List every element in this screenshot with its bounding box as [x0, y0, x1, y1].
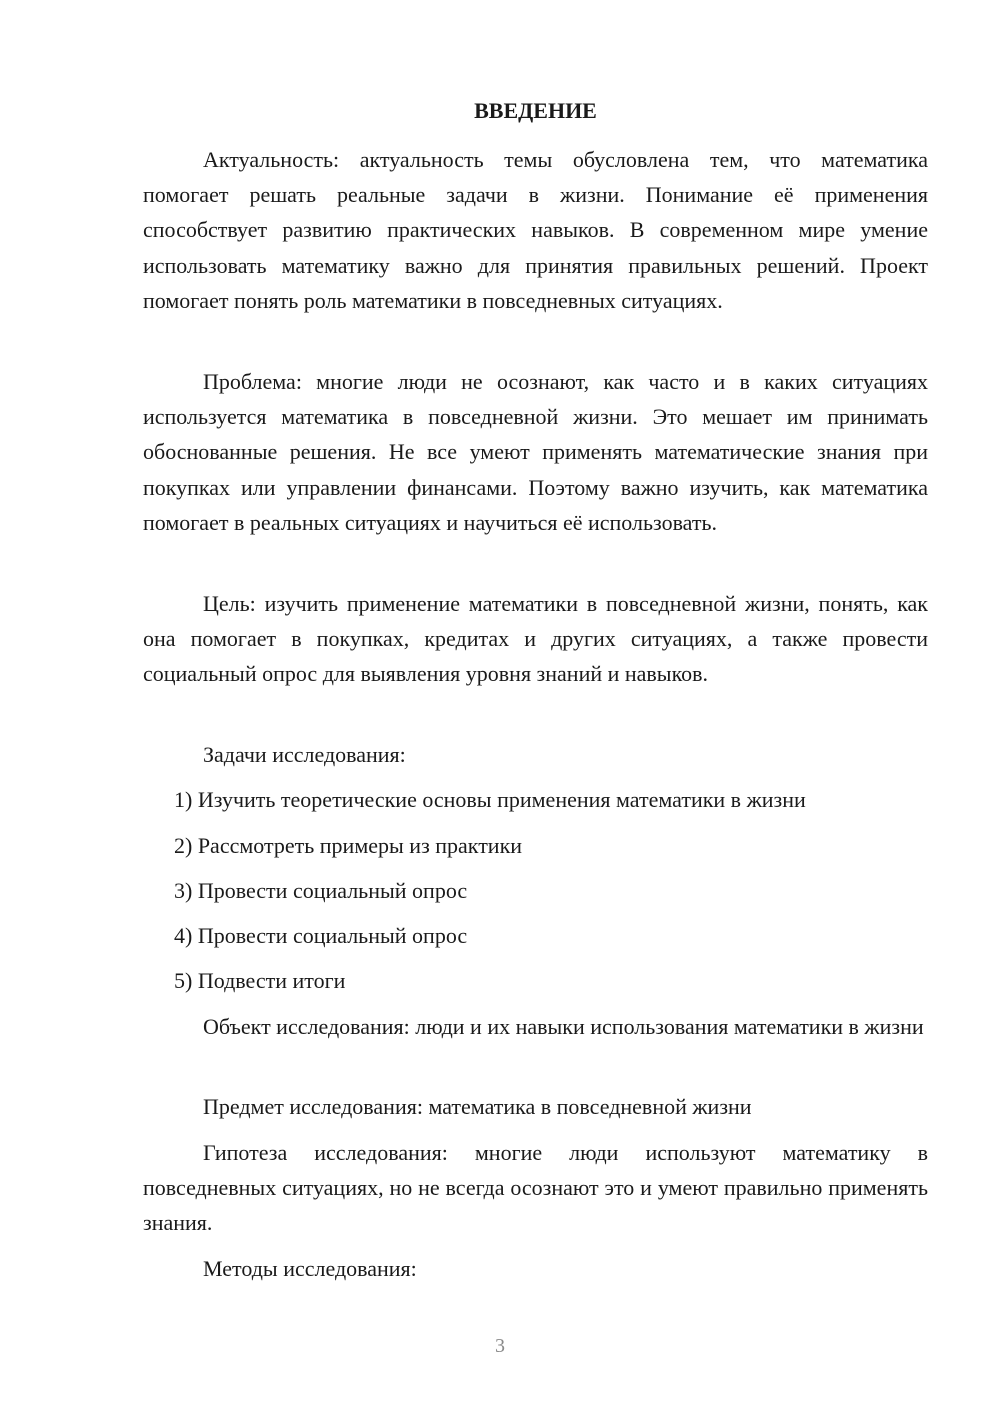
page-number: 3 — [495, 1335, 505, 1357]
task-item: 2) Рассмотреть примеры из практики — [174, 833, 523, 858]
task-item: 4) Провести социальный опрос — [174, 923, 468, 948]
task-item: 3) Провести социальный опрос — [174, 878, 468, 903]
methods-heading: Методы исследования: — [203, 1256, 417, 1281]
goal-paragraph: Цель: изучить применение математики в повседневной жизни, понять, как она помогает в покупках, кредитах и других ситуациях, а также провести социальный опрос для выявления уровня знаний и навыков. — [143, 591, 928, 687]
task-item: 5) Подвести итоги — [174, 968, 346, 993]
relevance-paragraph: Актуальность: актуальность темы обусловлена тем, что математика помогает решать реальные задачи в жизни. Понимание её применения способствует развитию практических навыков. В современном мире умение использовать математику важно для принятия правильных решений. Проект помогает понять роль математики в повседневных ситуациях. — [143, 147, 928, 313]
hypothesis-paragraph: Гипотеза исследования: многие люди используют математику в повседневных ситуациях, но не всегда осознают это и умеют правильно применять знания. — [143, 1140, 928, 1236]
task-item: 1) Изучить теоретические основы применения математики в жизни — [174, 787, 806, 812]
subject-paragraph: Предмет исследования: математика в повседневной жизни — [203, 1094, 752, 1119]
tasks-heading: Задачи исследования: — [203, 742, 406, 767]
section-title: ВВЕДЕНИЕ — [474, 98, 597, 123]
problem-paragraph: Проблема: многие люди не осознают, как часто и в каких ситуациях используется математика в повседневной жизни. Это мешает им принимать обоснованные решения. Не все умеют применять математические знания при покупках или управлении финансами. Поэтому важно изучить, как математика помогает в реальных ситуациях и научиться её использовать. — [143, 369, 928, 535]
object-paragraph: Объект исследования: люди и их навыки использования математики в жизни — [203, 1014, 924, 1039]
